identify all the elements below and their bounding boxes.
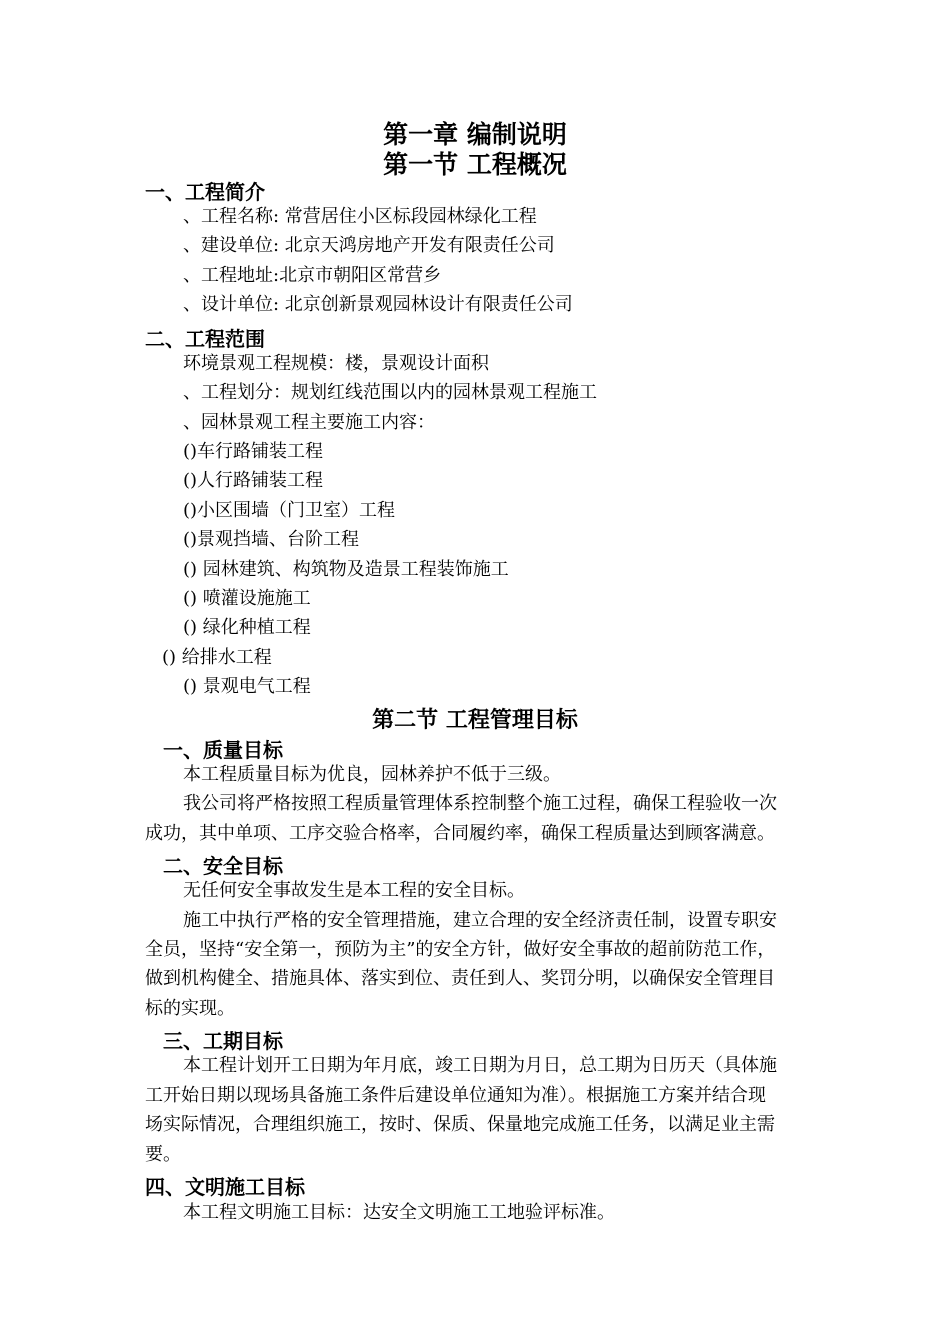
- list-item: 、工程名称: 常营居住小区标段园林绿化工程: [183, 206, 537, 227]
- list-item: 、工程划分：规划红线范围以内的园林景观工程施工: [183, 382, 597, 403]
- list-item: () 喷灌设施施工: [183, 588, 311, 609]
- paragraph-line: 我公司将严格按照工程质量管理体系控制整个施工过程，确保工程验收一次: [183, 793, 777, 814]
- list-item: 、园林景观工程主要施工内容：: [183, 412, 435, 433]
- paragraph-line: 标的实现。: [145, 998, 235, 1019]
- list-item: 、工程地址:北京市朝阳区常营乡: [183, 265, 442, 286]
- paragraph-line: 本工程质量目标为优良，园林养护不低于三级。: [183, 764, 561, 785]
- list-item: () 景观电气工程: [183, 676, 311, 697]
- section-heading: 二、安全目标: [163, 854, 283, 878]
- paragraph-line: 施工中执行严格的安全管理措施，建立合理的安全经济责任制，设置专职安: [183, 910, 777, 931]
- paragraph-line: 成功，其中单项、工序交验合格率，合同履约率，确保工程质量达到顾客满意。: [145, 823, 775, 844]
- paragraph-line: 场实际情况，合理组织施工，按时、保质、保量地完成施工任务，以满足业主需: [145, 1114, 775, 1135]
- chapter-title: 第一章 编制说明: [383, 120, 567, 149]
- list-item: ()车行路铺装工程: [183, 441, 324, 462]
- list-item: ()人行路铺装工程: [183, 470, 324, 491]
- paragraph-line: 无任何安全事故发生是本工程的安全目标。: [183, 880, 525, 901]
- paragraph-line: 全员，坚持“安全第一，预防为主”的安全方针，做好安全事故的超前防范工作，: [145, 939, 776, 960]
- section-title: 第一节 工程概况: [383, 150, 567, 179]
- section-heading: 一、质量目标: [163, 738, 283, 762]
- list-item: () 园林建筑、构筑物及造景工程装饰施工: [183, 559, 509, 580]
- list-item: ()小区围墙（门卫室）工程: [183, 500, 396, 521]
- section-heading: 三、工期目标: [163, 1029, 283, 1053]
- list-item: ()景观挡墙、台阶工程: [183, 529, 360, 550]
- section-heading: 四、文明施工目标: [145, 1175, 305, 1199]
- list-item: () 给排水工程: [162, 647, 272, 668]
- section-title: 第二节 工程管理目标: [372, 707, 578, 733]
- paragraph-line: 要。: [145, 1144, 181, 1165]
- section-heading: 二、工程范围: [145, 327, 265, 351]
- paragraph-line: 本工程文明施工目标：达安全文明施工工地验评标准。: [183, 1202, 615, 1223]
- list-item: 、建设单位: 北京天鸿房地产开发有限责任公司: [183, 235, 555, 256]
- list-item: 环境景观工程规模：楼，景观设计面积: [183, 353, 489, 374]
- list-item: () 绿化种植工程: [183, 617, 311, 638]
- paragraph-line: 工开始日期以现场具备施工条件后建设单位通知为准）。根据施工方案并结合现: [145, 1085, 766, 1106]
- paragraph-line: 做到机构健全、措施具体、落实到位、责任到人、奖罚分明，以确保安全管理目: [145, 968, 775, 989]
- paragraph-line: 本工程计划开工日期为年月底，竣工日期为月日，总工期为日历天（具体施: [183, 1055, 777, 1076]
- list-item: 、设计单位: 北京创新景观园林设计有限责任公司: [183, 294, 573, 315]
- section-heading: 一、工程简介: [145, 180, 265, 204]
